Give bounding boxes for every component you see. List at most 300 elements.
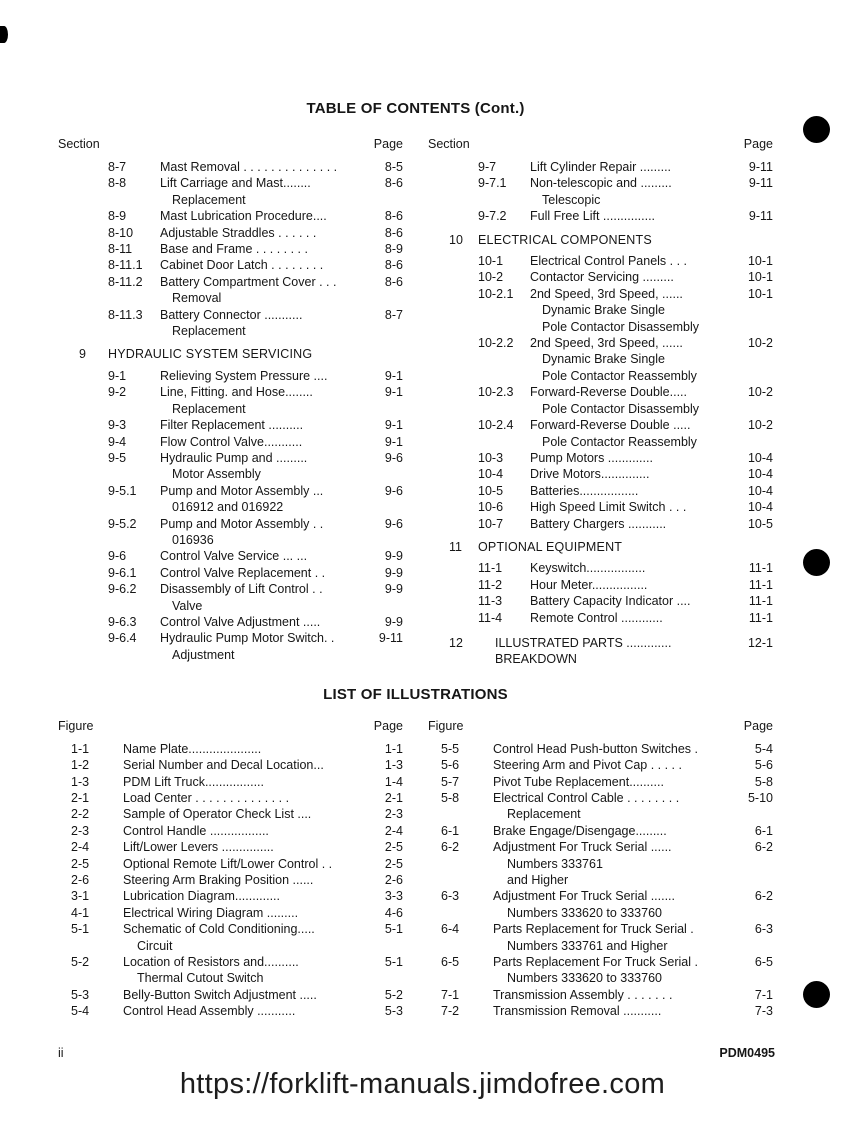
figure-entry-title-continuation: Numbers 333620 to 333760	[507, 905, 662, 920]
figure-entry	[58, 987, 403, 1003]
toc-entry-title-line: Base and Frame . . . . . . . .	[160, 242, 308, 257]
figure-entry-number: 5-5	[441, 741, 460, 756]
toc-entry-title	[160, 565, 357, 581]
figure-entry-title	[493, 741, 727, 757]
toc-entry-title-continuation: 016912 and 016922	[172, 500, 284, 515]
page-footer	[58, 1046, 775, 1060]
figure-entry-title-line: Sample of Operator Check List ....	[123, 807, 312, 822]
toc-entry-title-line: 2nd Speed, 3rd Speed, ......	[530, 286, 683, 301]
toc-entry-page: 8-6	[384, 209, 403, 224]
toc-entry-number: 10-2.4	[478, 418, 514, 433]
figure-entry-title	[123, 806, 357, 822]
section-label: ELECTRICAL COMPONENTS	[478, 232, 652, 247]
figure-entry-page: 2-6	[384, 873, 403, 888]
figure-entry-page: 5-1	[384, 955, 403, 970]
toc-entry-title-line: Contactor Servicing .........	[530, 270, 674, 285]
figure-entry	[428, 757, 773, 773]
toc-entry-number: 9-6.1	[108, 565, 137, 580]
toc-entry-title	[160, 548, 357, 564]
figure-entry-title	[123, 741, 357, 757]
figure-column-label: Figure	[428, 718, 464, 733]
toc-entry-title-line: Mast Removal . . . . . . . . . . . . . .	[160, 160, 338, 174]
figure-entry-number: 7-2	[441, 1004, 460, 1019]
figure-entry	[58, 888, 403, 904]
figure-entry-number: 2-1	[71, 791, 90, 805]
toc-entry-page: 10-2	[747, 336, 773, 351]
toc-entry	[428, 450, 773, 466]
figure-entry	[58, 872, 403, 888]
toc-right-column	[428, 136, 773, 668]
figure-entry-title-line: Electrical Control Cable . . . . . . . .	[493, 791, 680, 805]
figure-entry-title	[123, 790, 357, 806]
figure-entry-number: 2-4	[71, 840, 90, 855]
figure-entry-page: 4-6	[384, 905, 403, 920]
toc-entry-title-line: Mast Lubrication Procedure....	[160, 209, 327, 224]
toc-entry-page: 9-11	[378, 631, 403, 646]
figure-entry-title-line: Steering Arm Braking Position ......	[123, 873, 314, 888]
toc-entry-title-continuation: Replacement	[172, 192, 246, 207]
figure-entry-page: 2-4	[384, 823, 403, 838]
toc-entry-page: 9-9	[384, 582, 403, 597]
toc-entry-title	[160, 208, 357, 224]
toc-entry	[428, 560, 773, 576]
figure-entry-number: 6-3	[441, 889, 460, 904]
section-label: OPTIONAL EQUIPMENT	[478, 539, 623, 554]
figure-entry-title-line: Control Head Assembly ...........	[123, 1004, 296, 1019]
toc-entry-title-line: Control Valve Replacement . .	[160, 565, 326, 580]
toc-entry-number: 9-5	[108, 450, 127, 465]
toc-entry-title-line: Hour Meter................	[530, 577, 648, 592]
figure-entry-title	[123, 921, 357, 954]
toc-entry-page: 12-1	[747, 635, 773, 650]
figure-entry-title-continuation: and Higher	[507, 873, 569, 888]
toc-entry	[58, 581, 403, 614]
figure-entries-left	[58, 741, 403, 1020]
figure-entry-title-continuation: Numbers 333761 and Higher	[507, 938, 668, 953]
toc-entry-number: 10-2.3	[478, 385, 514, 400]
toc-entry-page: 8-6	[384, 274, 403, 289]
toc-entry-title	[160, 581, 357, 614]
figure-entry-title	[123, 823, 357, 839]
toc-entry-title	[160, 368, 357, 384]
figure-entry-number: 6-2	[441, 840, 460, 855]
figure-entry	[58, 1003, 403, 1019]
figure-entry-page: 7-1	[754, 987, 773, 1002]
toc-entry	[58, 241, 403, 257]
toc-entry-number: 9-6.4	[108, 631, 137, 646]
toc-entry	[58, 434, 403, 450]
toc-entry-title-line: Battery Chargers ...........	[530, 516, 667, 531]
toc-entry-page: 9-6	[384, 450, 403, 465]
toc-entry-title-line: ILLUSTRATED PARTS .............	[495, 635, 672, 650]
figure-entry-page: 5-2	[384, 987, 403, 1002]
toc-entry	[428, 159, 773, 175]
toc-entry	[58, 368, 403, 384]
hole-punch-mark	[803, 116, 830, 143]
figure-entry-title-line: Adjustment For Truck Serial ......	[493, 840, 672, 855]
figure-entry-title-line: Steering Arm and Pivot Cap . . . . .	[493, 758, 682, 773]
figure-entry	[58, 823, 403, 839]
toc-entry	[58, 225, 403, 241]
toc-entry-title-line: Battery Compartment Cover . . .	[160, 274, 337, 289]
toc-entry-title-continuation: Pole Contactor Reassembly	[542, 368, 697, 383]
toc-entry-number: 9-7.2	[478, 209, 507, 224]
figure-entry-title-line: Control Head Push-button Switches .	[493, 741, 698, 756]
toc-entry-title	[478, 635, 727, 668]
figure-entry-title-continuation: Numbers 333620 to 333760	[507, 971, 662, 986]
toc-entry-title	[530, 384, 727, 417]
figure-entry-number: 6-4	[441, 922, 460, 937]
figure-entry-page: 7-3	[754, 1004, 773, 1019]
figure-entry-page: 6-1	[754, 823, 773, 838]
toc-entry-title	[530, 483, 727, 499]
page-column-label: Page	[743, 718, 773, 733]
toc-entry-title	[530, 466, 727, 482]
toc-entry-number: 9-1	[108, 368, 127, 383]
figure-entry-number: 5-7	[441, 774, 460, 789]
toc-entry-title	[160, 614, 357, 630]
figure-entry-title-line: Location of Resistors and..........	[123, 955, 299, 970]
toc-entry-number: 10-2.2	[478, 336, 514, 351]
toc-entry	[58, 516, 403, 549]
toc-entry-title-line: Hydraulic Pump and .........	[160, 450, 308, 465]
toc-entry-title-line: Hydraulic Pump Motor Switch. .	[160, 631, 335, 646]
section-heading	[58, 346, 403, 362]
figure-entry-page: 2-3	[384, 807, 403, 822]
figure-entry-title-line: Brake Engage/Disengage.........	[493, 823, 667, 838]
figure-entry	[428, 954, 773, 987]
toc-entry	[58, 548, 403, 564]
figure-entry-title-continuation: Replacement	[507, 807, 581, 822]
toc-entry	[58, 257, 403, 273]
toc-entry-page: 8-6	[384, 225, 403, 240]
figure-entry-title-line: Pivot Tube Replacement..........	[493, 774, 664, 789]
toc-entry	[58, 274, 403, 307]
toc-entry-number: 8-9	[108, 209, 127, 224]
toc-entry-title	[160, 274, 357, 307]
toc-entry-page: 9-11	[748, 176, 773, 191]
figure-entry-page: 5-10	[747, 791, 773, 805]
toc-entry-title-continuation: Pole Contactor Reassembly	[542, 434, 697, 449]
figure-entry-title-line: Name Plate.....................	[123, 741, 262, 756]
toc-entry-number: 8-11.2	[108, 274, 143, 289]
figure-entry-number: 6-5	[441, 955, 460, 970]
toc-entry-number: 8-8	[108, 176, 127, 191]
toc-entry-page: 9-1	[384, 434, 403, 449]
toc-entry-page: 11-1	[748, 577, 773, 592]
toc-entry	[58, 630, 403, 663]
toc-entry	[428, 286, 773, 335]
toc-entry-page: 9-11	[748, 160, 773, 174]
hole-punch-mark	[803, 549, 830, 576]
figure-entry-title-line: Load Center . . . . . . . . . . . . . .	[123, 791, 290, 805]
toc-entry	[428, 483, 773, 499]
toc-entry-number: 9-6	[108, 549, 127, 564]
toc-column-header	[58, 136, 403, 152]
toc-entry-title	[160, 159, 357, 175]
toc-entry	[58, 307, 403, 340]
section-heading	[428, 539, 773, 555]
figure-entry	[428, 1003, 773, 1019]
section-label: HYDRAULIC SYSTEM SERVICING	[108, 347, 313, 362]
toc-entry	[428, 384, 773, 417]
toc-entry-title	[160, 257, 357, 273]
figure-entry-number: 2-5	[71, 856, 90, 871]
toc-entry-page: 11-1	[748, 594, 773, 609]
toc-entry-title	[530, 286, 727, 335]
toc-entry-number: 10-6	[478, 500, 504, 515]
figure-entry-number: 5-3	[71, 987, 90, 1002]
toc-entry-page: 9-1	[384, 368, 403, 383]
figure-entry-number: 6-1	[441, 823, 460, 838]
figure-column-label: Figure	[58, 718, 94, 733]
figure-entry-title-line: Control Handle .................	[123, 823, 269, 838]
toc-entry-title-continuation: Replacement	[172, 324, 246, 339]
toc-entry-number: 8-11.1	[108, 258, 143, 273]
toc-entry-title-continuation: Removal	[172, 291, 222, 306]
figure-entry-page: 6-2	[754, 840, 773, 855]
figure-entry-title	[493, 839, 727, 888]
toc-entry-title-line: Line, Fitting. and Hose........	[160, 385, 313, 400]
illustrations-left-column	[58, 718, 403, 1020]
toc-entry-page: 10-2	[747, 418, 773, 433]
toc-entry-title-continuation: Dynamic Brake Single	[542, 352, 665, 367]
toc-entry-title-line: Remote Control ............	[530, 610, 663, 625]
figure-entry-number: 1-3	[71, 774, 90, 789]
toc-entry	[58, 159, 403, 175]
toc-entry-title-line: Battery Capacity Indicator ....	[530, 594, 691, 609]
figure-entry	[58, 757, 403, 773]
figure-entry	[58, 790, 403, 806]
figure-entry	[58, 806, 403, 822]
toc-entry-page: 11-1	[748, 561, 773, 576]
toc-entry-page: 9-9	[384, 565, 403, 580]
figure-entry-page: 6-5	[754, 955, 773, 970]
toc-entry-title-line: 2nd Speed, 3rd Speed, ......	[530, 336, 683, 351]
figure-entry-title	[123, 954, 357, 987]
figure-entry-page: 6-2	[754, 889, 773, 904]
toc-entry-page: 8-9	[384, 242, 403, 257]
figure-entry	[58, 839, 403, 855]
figure-entry-title-line: Lift/Lower Levers ...............	[123, 840, 274, 855]
toc-entry-number: 8-10	[108, 225, 134, 240]
figure-entry-title	[123, 905, 357, 921]
figure-entry-number: 5-4	[71, 1004, 90, 1019]
figure-entry	[428, 823, 773, 839]
figure-entry-title-line: Adjustment For Truck Serial .......	[493, 889, 676, 904]
figure-entry-title-line: PDM Lift Truck.................	[123, 774, 264, 789]
figure-entry	[428, 921, 773, 954]
figure-entry-page: 1-4	[384, 774, 403, 789]
figure-entry-title-line: Parts Replacement for Truck Serial .	[493, 922, 694, 937]
toc-entry-title-line: Adjustable Straddles . . . . . .	[160, 225, 317, 240]
toc-entry-title	[530, 417, 727, 450]
toc-entry-title-continuation: BREAKDOWN	[495, 652, 577, 667]
toc-title: TABLE OF CONTENTS (Cont.)	[306, 100, 525, 117]
figure-entry	[58, 921, 403, 954]
page-column-label: Page	[373, 718, 403, 733]
toc-entry-title-continuation: Telescopic	[542, 192, 601, 207]
toc-entry	[428, 269, 773, 285]
toc-entry-title-continuation: Valve	[172, 598, 203, 613]
toc-entry-page: 9-1	[384, 418, 403, 433]
figure-entry-title	[493, 823, 727, 839]
toc-entry-title	[530, 269, 727, 285]
toc-entry-number: 11-2	[478, 577, 503, 592]
toc-entry-title	[530, 499, 727, 515]
figure-entry-title-line: Schematic of Cold Conditioning.....	[123, 922, 315, 937]
figure-entry	[428, 888, 773, 921]
figure-entries-right	[428, 741, 773, 1020]
toc-entry-page: 8-7	[384, 307, 403, 322]
figure-entry-title-line: Lubrication Diagram.............	[123, 889, 281, 904]
figure-entry-title	[493, 1003, 727, 1019]
illustrations-column-header	[58, 718, 403, 734]
toc-entry-page: 9-6	[384, 516, 403, 531]
toc-entry-page: 9-9	[384, 549, 403, 564]
toc-entry-title-continuation: Adjustment	[172, 647, 235, 662]
toc-entry-title	[530, 159, 727, 175]
toc-entry-title-line: Forward-Reverse Double .....	[530, 418, 691, 433]
section-heading	[428, 232, 773, 248]
toc-entry-title-line: Control Valve Adjustment .....	[160, 614, 321, 629]
figure-entry	[58, 856, 403, 872]
toc-entry-number: 10-2	[478, 270, 504, 285]
toc-entry	[58, 565, 403, 581]
toc-entry-title	[160, 417, 357, 433]
figure-entry-title-line: Electrical Wiring Diagram .........	[123, 905, 299, 920]
figure-entry-title-line: Serial Number and Decal Location...	[123, 758, 324, 773]
toc-entry-title-line: Lift Cylinder Repair .........	[530, 160, 672, 174]
toc-entry	[58, 417, 403, 433]
toc-entry-title	[530, 610, 727, 626]
figure-entry-title	[123, 856, 357, 872]
figure-entry-title	[493, 774, 727, 790]
toc-entry	[428, 335, 773, 384]
toc-entry-page: 10-2	[747, 385, 773, 400]
toc-entry	[58, 384, 403, 417]
section-number: 10	[449, 232, 463, 247]
figure-entry-page: 1-1	[384, 741, 403, 756]
toc-entry-title-line: Electrical Control Panels . . .	[530, 254, 688, 269]
toc-entry-number: 9-2	[108, 385, 127, 400]
figure-entry	[58, 905, 403, 921]
figure-entry-title	[493, 790, 727, 823]
illustrations-right-column	[428, 718, 773, 1020]
toc-entry	[428, 417, 773, 450]
toc-entry-number: 9-6.2	[108, 582, 137, 597]
figure-entry-title-line: Transmission Removal ...........	[493, 1004, 662, 1019]
figure-entry-number: 5-8	[441, 791, 460, 805]
toc-entry-page: 9-9	[384, 614, 403, 629]
toc-entry-title-line: Drive Motors..............	[530, 467, 650, 482]
figure-entry-number: 3-1	[71, 889, 90, 904]
toc-entry-title-line: Keyswitch.................	[530, 561, 646, 576]
figure-entry-title	[493, 954, 727, 987]
section-column-label: Section	[428, 137, 470, 151]
toc-entry	[428, 466, 773, 482]
toc-entries-left	[58, 159, 403, 663]
figure-entry-title	[123, 839, 357, 855]
toc-entry-title	[160, 307, 357, 340]
toc-entry-title	[160, 241, 357, 257]
section-column-label: Section	[58, 137, 100, 151]
toc-entry-title	[530, 335, 727, 384]
figure-entry-page: 1-3	[384, 758, 403, 773]
figure-entry-title-continuation: Numbers 333761	[507, 856, 603, 871]
toc-entry-number: 10-7	[478, 516, 504, 531]
page-number: ii	[58, 1046, 64, 1060]
toc-entry-title	[160, 434, 357, 450]
toc-entry-title-line: Battery Connector ...........	[160, 307, 303, 322]
toc-entry-title-continuation: Pole Contactor Disassembly	[542, 401, 700, 416]
toc-entry-title-line: Batteries.................	[530, 483, 639, 498]
figure-entry-title	[123, 987, 357, 1003]
toc-column-header	[428, 136, 773, 152]
toc-entry-page: 9-11	[748, 209, 773, 224]
watermark-url: https://forklift-manuals.jimdofree.com	[179, 1068, 666, 1100]
figure-entry-page: 5-1	[384, 922, 403, 937]
figure-entry-title	[123, 872, 357, 888]
toc-entry-page: 8-6	[384, 258, 403, 273]
toc-entry-title	[530, 450, 727, 466]
toc-entry-title-line: Control Valve Service ... ...	[160, 549, 308, 564]
toc-entry-number: 12	[449, 635, 463, 650]
toc-entry	[428, 175, 773, 208]
toc-entry	[58, 175, 403, 208]
toc-entry-page: 10-4	[747, 500, 773, 515]
toc-entry-title-continuation: Dynamic Brake Single	[542, 303, 665, 318]
scan-edge-artifact	[0, 26, 8, 43]
figure-entry-title-line: Optional Remote Lift/Lower Control . .	[123, 856, 333, 871]
toc-entry-title-line: Pump and Motor Assembly . .	[160, 516, 324, 531]
toc-entry-number: 10-3	[478, 450, 504, 465]
figure-entry-page: 5-8	[754, 774, 773, 789]
figure-entry-title	[123, 757, 357, 773]
toc-entry-number: 10-4	[478, 467, 504, 482]
toc-entry-title	[160, 384, 357, 417]
toc-entry-title	[530, 175, 727, 208]
toc-entry-number: 9-7.1	[478, 176, 507, 191]
toc-entry-title	[530, 253, 727, 269]
figure-entry	[58, 774, 403, 790]
figure-entry-page: 5-3	[384, 1004, 403, 1019]
toc-entry-title-line: Lift Carriage and Mast........	[160, 176, 311, 191]
toc-entry-title-continuation: Pole Contactor Disassembly	[542, 319, 700, 334]
figure-entry	[428, 774, 773, 790]
figure-entry	[58, 954, 403, 987]
toc-entry-title-line: Pump Motors .............	[530, 450, 653, 465]
toc-entry-number: 9-4	[108, 434, 127, 449]
figure-entry	[428, 839, 773, 888]
figure-entry-page: 5-4	[754, 741, 773, 756]
toc-entry-page: 10-1	[747, 254, 773, 269]
figure-entry	[58, 741, 403, 757]
figure-entry-title-continuation: Circuit	[137, 938, 173, 953]
toc-entry-number: 9-5.2	[108, 516, 137, 531]
figure-entry-title-line: Belly-Button Switch Adjustment .....	[123, 987, 317, 1002]
toc-entry-number: 9-7	[478, 160, 497, 174]
figure-entry-title	[493, 757, 727, 773]
toc-entry-number: 9-6.3	[108, 614, 137, 629]
toc-entry-title	[530, 577, 727, 593]
toc-entry-number: 8-11.3	[108, 307, 143, 322]
section-number: 11	[449, 539, 462, 554]
toc-entry	[428, 516, 773, 532]
toc-entry-title	[160, 225, 357, 241]
toc-entry-title	[530, 560, 727, 576]
toc-entry-title	[160, 630, 357, 663]
